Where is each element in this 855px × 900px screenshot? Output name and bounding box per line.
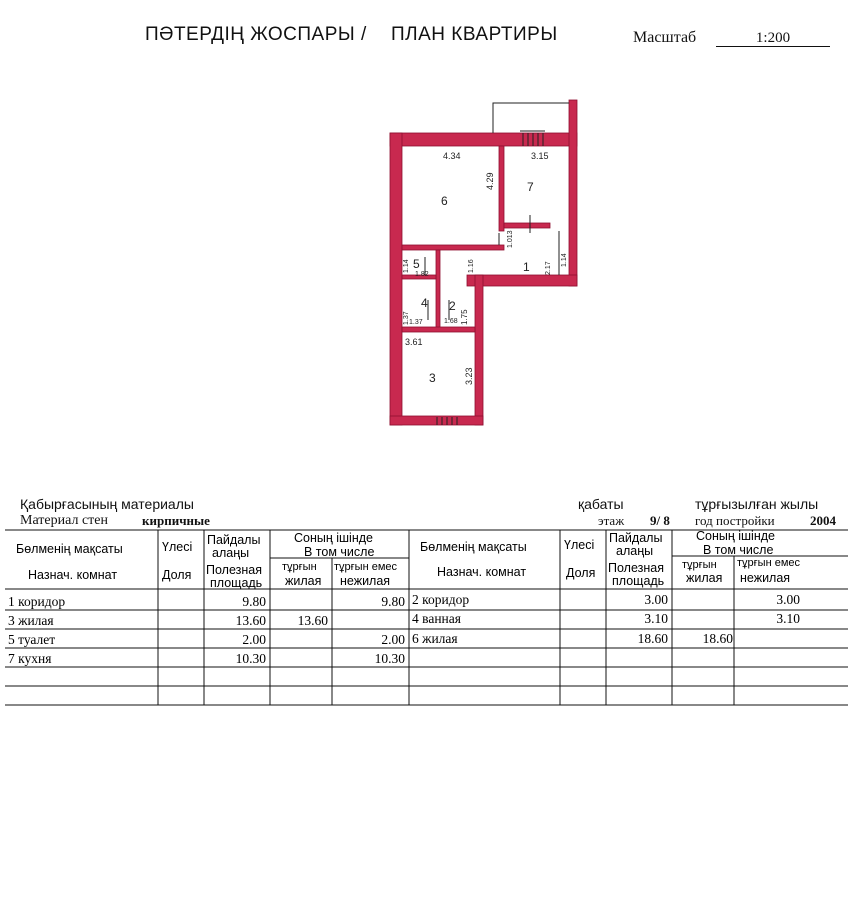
- table-row-name: 2 коридор: [412, 592, 470, 607]
- built-year-label-ru: год постройки: [695, 513, 775, 528]
- built-year-value: 2004: [810, 513, 836, 528]
- dim-label: 3.61: [405, 337, 423, 347]
- table-row-name: 6 жилая: [412, 631, 458, 646]
- room-number: 4: [421, 296, 428, 310]
- table-row-area: 3.00: [644, 592, 668, 607]
- header-purpose-ru: Назнач. комнат: [437, 565, 527, 579]
- table-row-nonliving: 10.30: [374, 651, 405, 666]
- header-living-kz: тұрғын: [282, 561, 317, 573]
- dim-label: 1.68: [444, 318, 458, 325]
- page-title: ПӘТЕРДІҢ ЖОСПАРЫ /: [145, 24, 367, 45]
- header-area-ru: Полезная: [608, 561, 664, 575]
- room-number: 7: [527, 180, 534, 194]
- table-row-name: 4 ванная: [412, 611, 461, 626]
- table-row-nonliving: 9.80: [381, 594, 405, 609]
- header-share-ru: Доля: [566, 566, 596, 580]
- header-area-kz: алаңы: [212, 546, 250, 560]
- header-purpose-kz: Бөлменің мақсаты: [420, 540, 527, 554]
- header-purpose-ru: Назнач. комнат: [28, 568, 118, 582]
- header-purpose-kz: Бөлменің мақсаты: [16, 542, 123, 556]
- table-row-name: 5 туалет: [8, 632, 56, 647]
- dim-label: 4.34: [443, 151, 461, 161]
- header-share-kz: Үлесі: [162, 540, 193, 554]
- dim-label: 1.16: [468, 259, 475, 273]
- header-share-ru: Доля: [162, 568, 192, 582]
- table-row-living: 13.60: [297, 613, 328, 628]
- header-incl-ru: В том числе: [304, 545, 375, 559]
- header-area-ru: Полезная: [206, 563, 262, 577]
- dim-label: 4.29: [485, 172, 495, 190]
- header-nonliving-ru: нежилая: [340, 574, 391, 588]
- header-nonliving-ru: нежилая: [740, 571, 791, 585]
- table-row-area: 9.80: [242, 594, 266, 609]
- room-number: 3: [429, 371, 436, 385]
- header-incl-ru: В том числе: [703, 543, 774, 557]
- dim-label: 1.37: [403, 311, 410, 325]
- dim-label: 1.37: [409, 319, 423, 326]
- header-share-kz: Үлесі: [564, 538, 595, 552]
- header-living-ru: жилая: [285, 574, 322, 588]
- table-row-nonliving: 3.00: [776, 592, 800, 607]
- table-row-area: 3.10: [644, 611, 668, 626]
- dim-label: 1.75: [460, 309, 469, 325]
- dim-label: 3.15: [531, 151, 549, 161]
- dim-label: 3.23: [464, 367, 474, 385]
- header-living-ru: жилая: [686, 571, 723, 585]
- header-area-kz: Пайдалы: [207, 533, 261, 547]
- room-number: 5: [413, 257, 420, 271]
- table-row-nonliving: 2.00: [381, 632, 405, 647]
- dim-label: 1.82: [415, 271, 429, 278]
- header-incl-kz: Соның ішінде: [294, 531, 373, 545]
- floor-label-kz: қабаты: [578, 496, 624, 512]
- table-row-name: 1 коридор: [8, 594, 66, 609]
- room-number: 1: [523, 260, 530, 274]
- floor-label-ru: этаж: [598, 513, 625, 528]
- header-area-kz: Пайдалы: [609, 531, 663, 545]
- header-living-kz: тұрғын: [682, 559, 717, 571]
- room-number: 6: [441, 194, 448, 208]
- header-incl-kz: Соның ішінде: [696, 529, 775, 543]
- wall-material-label-kz: Қабырғасының материалы: [20, 496, 194, 512]
- table-row-name: 7 кухня: [8, 651, 52, 666]
- table-row-area: 18.60: [637, 631, 668, 646]
- dim-label: 1.013: [507, 230, 514, 248]
- table-row-area: 13.60: [235, 613, 266, 628]
- header-area-ru: площадь: [210, 576, 263, 590]
- scale-label: Масштаб: [633, 29, 697, 46]
- table-row-area: 2.00: [242, 632, 266, 647]
- dim-label: 1.14: [403, 259, 410, 273]
- floor-value: 9/ 8: [650, 513, 670, 528]
- table-row-name: 3 жилая: [8, 613, 54, 628]
- page-title-ru: ПЛАН КВАРТИРЫ: [391, 24, 558, 45]
- wall-material-label-ru: Материал стен: [20, 513, 108, 528]
- header-area-kz: алаңы: [616, 544, 654, 558]
- built-year-label-kz: тұрғызылған жылы: [695, 496, 819, 512]
- wall-material-value: кирпичные: [142, 513, 210, 528]
- table-row-living: 18.60: [702, 631, 733, 646]
- dim-label: 1.14: [561, 253, 568, 267]
- room-number: 2: [449, 299, 456, 313]
- header-area-ru: площадь: [612, 574, 665, 588]
- header-nonliving-kz: тұрғын емес: [737, 557, 801, 569]
- table-row-nonliving: 3.10: [776, 611, 800, 626]
- dim-label: 2.17: [545, 261, 552, 275]
- header-nonliving-kz: тұрғын емес: [334, 561, 398, 573]
- table-row-area: 10.30: [235, 651, 266, 666]
- scale-value: 1:200: [716, 31, 830, 47]
